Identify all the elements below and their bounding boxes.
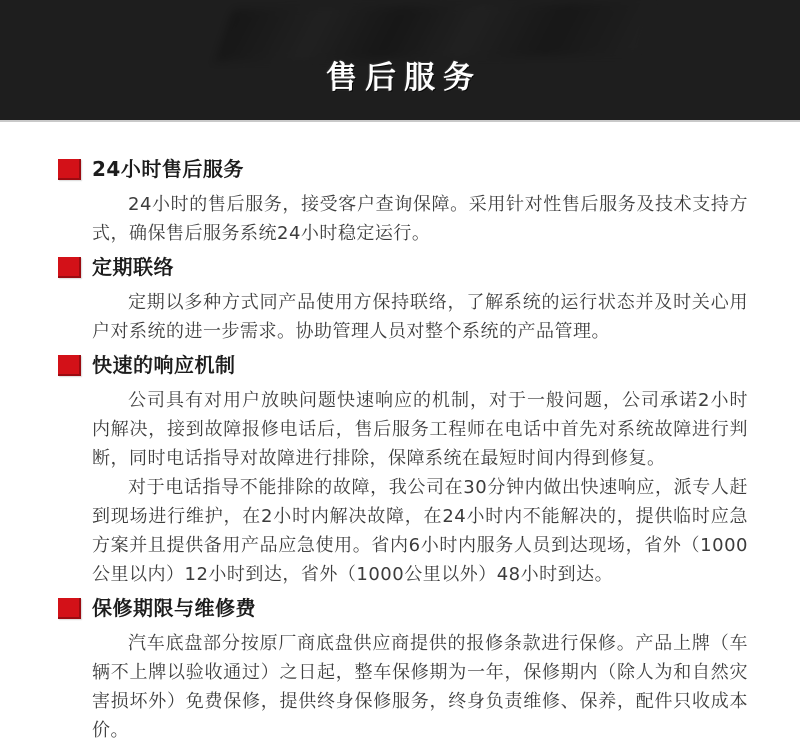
service-content (0, 120, 800, 741)
section-warranty (58, 596, 748, 741)
section-heading: 保修期限与维修费 (92, 596, 256, 620)
section-paragraph: 定期以多种方式同产品使用方保持联络，了解系统的运行状态并及时关心用户对系统的进一步需求。协助管理人员对整个系统的产品管理。 (92, 292, 748, 342)
red-square-bullet-icon (58, 598, 81, 619)
section-regular-contact (58, 255, 748, 346)
page-title: 售后服务 (326, 60, 482, 96)
section-paragraph: 24小时的售后服务，接受客户查询保障。采用针对性售后服务及技术支持方式，确保售后服务系统24小时稳定运行。 (92, 194, 748, 244)
section-heading: 快速的响应机制 (92, 353, 236, 377)
page-header-banner (0, 0, 800, 120)
section-heading-row (58, 255, 748, 279)
section-heading: 定期联络 (92, 255, 174, 279)
red-square-bullet-icon (58, 159, 81, 180)
section-paragraph: 公司具有对用户放映问题快速响应的机制，对于一般问题，公司承诺2小时内解决，接到故障报修电话后，售后服务工程师在电话中首先对系统故障进行判断，同时电话指导对故障进行排除，保障系统在最短时间内得到修复。 (92, 390, 748, 469)
section-24h-service (58, 157, 748, 248)
section-heading: 24小时售后服务 (92, 157, 244, 181)
red-square-bullet-icon (58, 257, 81, 278)
section-paragraph: 汽车底盘部分按原厂商底盘供应商提供的报修条款进行保修。产品上牌（车辆不上牌以验收通过）之日起，整车保修期为一年，保修期内（除人为和自然灾害损坏外）免费保修，提供终身保修服务，终身负责维修、保养，配件只收成本价。 (92, 633, 748, 741)
section-heading-row (58, 353, 748, 377)
section-heading-row (58, 596, 748, 620)
section-heading-row (58, 157, 748, 181)
section-rapid-response (58, 353, 748, 589)
section-paragraph: 对于电话指导不能排除的故障，我公司在30分钟内做出快速响应，派专人赶到现场进行维护，在2小时内解决故障，在24小时内不能解决的，提供临时应急方案并且提供备用产品应急使用。省内6小时内服务人员到达现场，省外（1000公里以内）12小时到达，省外（1000公里以外）48小时到达。 (92, 477, 748, 585)
red-square-bullet-icon (58, 355, 81, 376)
